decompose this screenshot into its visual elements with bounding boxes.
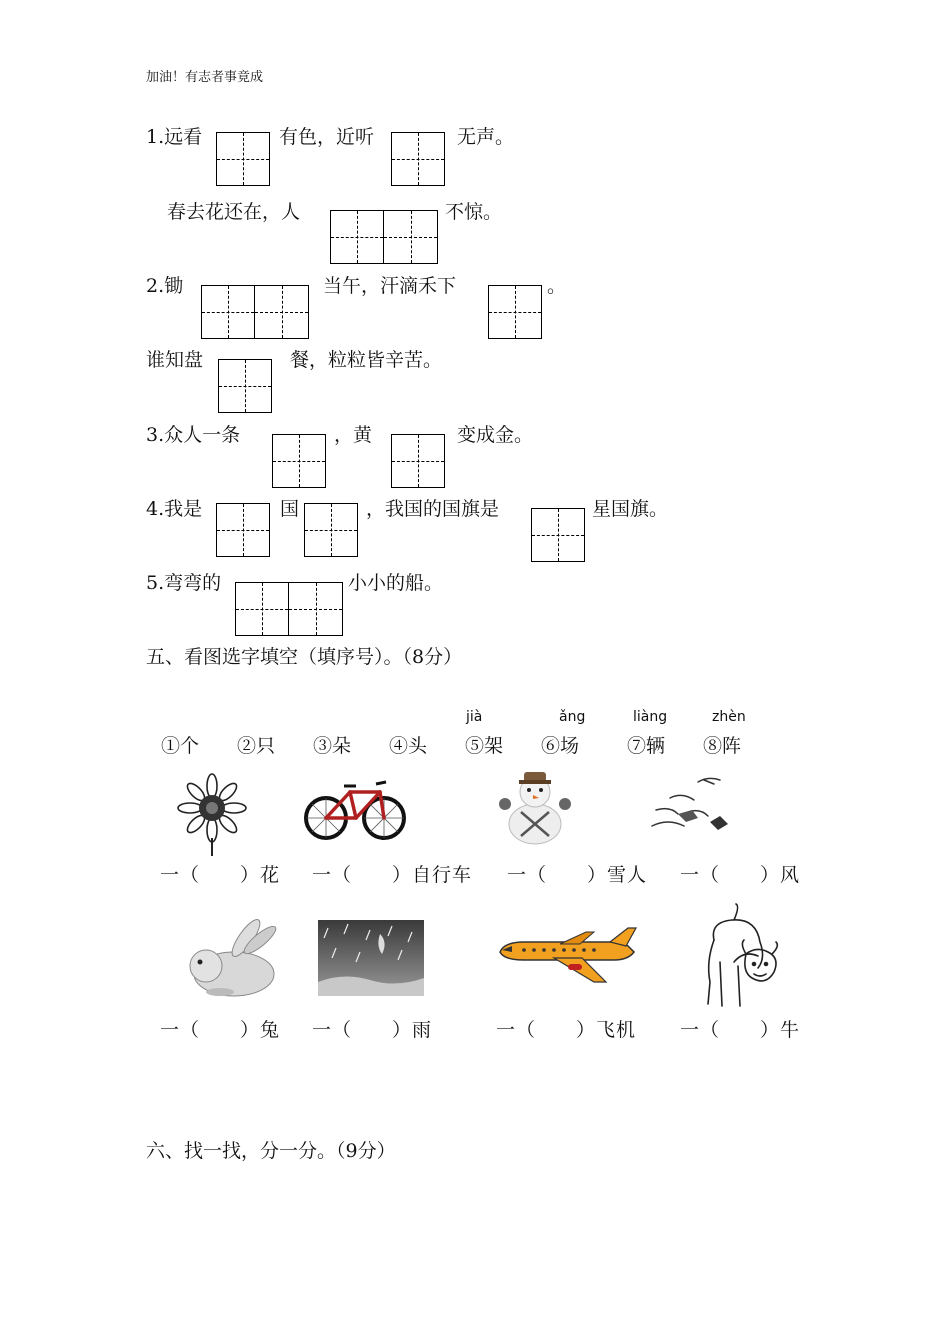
line2-text-b: 不惊。 [445,201,503,223]
line1-text-c: 无声。 [457,126,515,148]
line3-text-b: 当午，汗滴禾下 [323,275,457,297]
fill-wind[interactable]: 一（ ）风 [680,864,801,886]
fill-flower[interactable]: 一（ ）花 [160,864,281,886]
answer-box[interactable] [391,434,445,488]
answer-cell[interactable] [255,285,309,339]
option-1: ①个 [161,735,200,757]
pinyin-zhen: zhèn [712,709,746,725]
answer-box-double[interactable] [330,210,438,264]
answer-box[interactable] [531,508,585,562]
pinyin-liang: liàng [633,709,668,725]
pinyin-jia: jià [466,709,483,725]
answer-box[interactable] [304,503,358,557]
page-header: 加油！有志者事竟成 [146,70,264,85]
answer-cell[interactable] [289,582,343,636]
option-5: ⑤架 [465,735,504,757]
wind-icon [648,770,730,836]
section6-title: 六、找一找，分一分。（9分） [146,1140,396,1162]
answer-box[interactable] [218,359,272,413]
line7-text-b: 小小的船。 [348,572,444,594]
line6-text-d: 星国旗。 [592,498,669,520]
line4-text-a: 谁知盘 [146,349,204,371]
line3-text-c: 。 [547,275,567,297]
answer-box[interactable] [216,503,270,557]
option-6: ⑥场 [541,735,580,757]
section5-title: 五、看图选字填空（填序号）。（8分） [146,646,463,668]
line6-text-a: 4.我是 [146,498,203,520]
option-4: ④头 [389,735,428,757]
airplane-icon [494,926,638,984]
fill-bicycle[interactable]: 一（ ）自行车 [312,864,473,886]
line7-text-a: 5.弯弯的 [146,572,222,594]
cow-icon [696,902,782,1008]
answer-box[interactable] [488,285,542,339]
option-2: ②只 [237,735,276,757]
line1-text-b: 有色，近听 [279,126,375,148]
answer-cell[interactable] [235,582,289,636]
line3-text-a: 2.锄 [146,275,184,297]
rabbit-icon [176,918,282,998]
answer-cell[interactable] [201,285,255,339]
answer-cell[interactable] [330,210,384,264]
bicycle-icon [302,774,408,844]
line5-text-a: 3.众人一条 [146,424,241,446]
line2-text-a: 春去花还在，人 [167,201,301,223]
snowman-icon [495,768,575,846]
fill-cow[interactable]: 一（ ）牛 [680,1019,801,1041]
answer-cell[interactable] [384,210,438,264]
sunflower-icon [176,772,248,856]
answer-box[interactable] [272,434,326,488]
answer-box[interactable] [216,132,270,186]
line6-text-c: ，我国的国旗是 [366,498,500,520]
line6-text-b: 国 [280,498,300,520]
answer-box[interactable] [391,132,445,186]
fill-airplane[interactable]: 一（ ）飞机 [496,1019,637,1041]
option-8: ⑧阵 [703,735,742,757]
answer-box-double[interactable] [235,582,343,636]
rain-icon [318,920,424,996]
fill-snowman[interactable]: 一（ ）雪人 [507,864,648,886]
answer-box-double[interactable] [201,285,309,339]
option-7: ⑦辆 [627,735,666,757]
pinyin-chang: ǎng [559,709,586,725]
fill-rabbit[interactable]: 一（ ）兔 [160,1019,281,1041]
line5-text-c: 变成金。 [457,424,534,446]
line5-text-b: ，黄 [334,424,373,446]
fill-rain[interactable]: 一（ ）雨 [312,1019,433,1041]
option-3: ③朵 [313,735,352,757]
line1-text-a: 1.远看 [146,126,203,148]
line4-text-b: 餐，粒粒皆辛苦。 [290,349,443,371]
